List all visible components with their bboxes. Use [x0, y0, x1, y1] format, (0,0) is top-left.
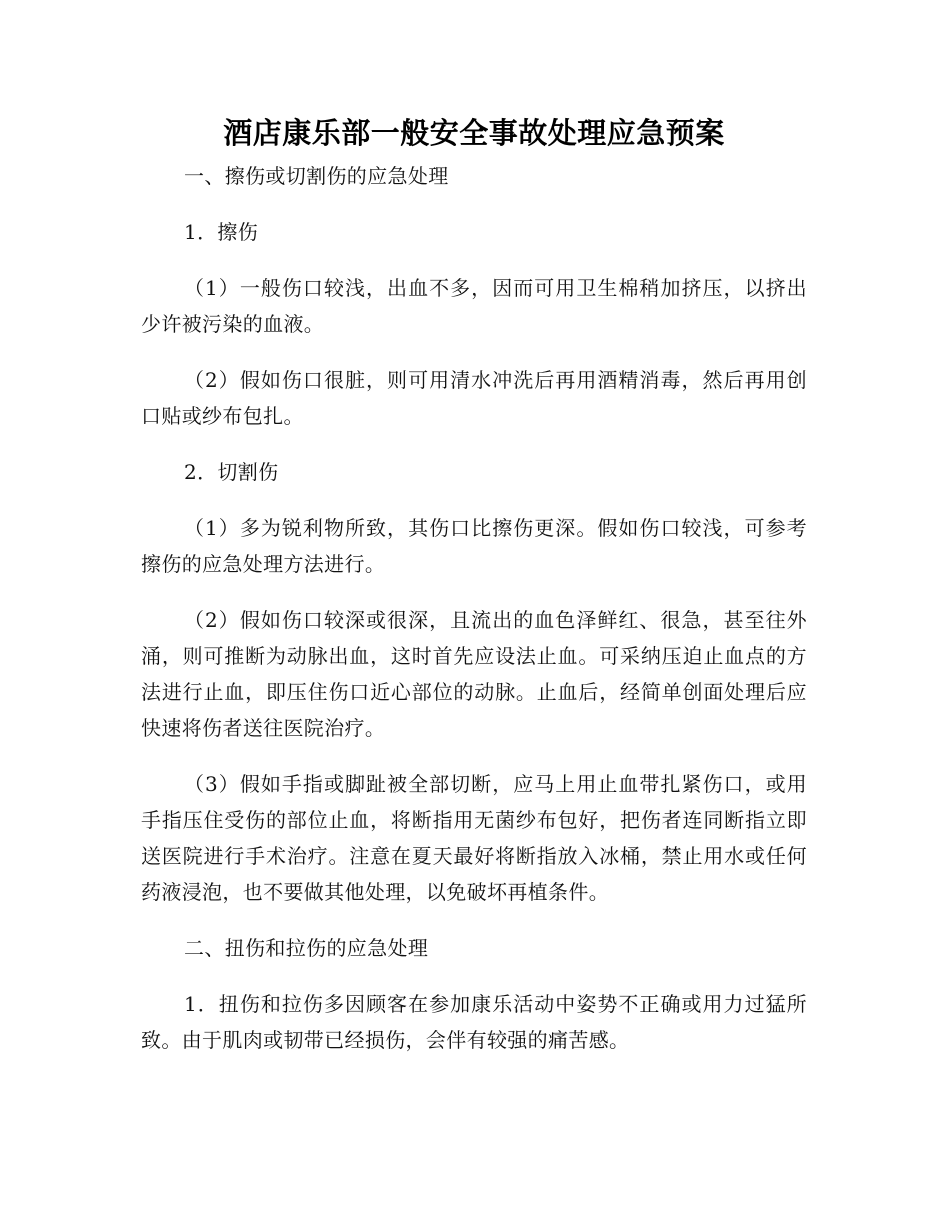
paragraph-cut-1: （1）多为锐利物所致，其伤口比擦伤更深。假如伤口较浅，可参考擦伤的应急处理方法进行。 — [141, 516, 807, 576]
section-heading-abrasion-cut: 一、擦伤或切割伤的应急处理 — [184, 164, 449, 188]
document-page — [141, 108, 807, 1058]
paragraph-cut-3: （3）假如手指或脚趾被全部切断，应马上用止血带扎紧伤口，或用手指压住受伤的部位止血，将断指用无菌纱布包好，把伤者连同断指立即送医院进行手术治疗。注意在夏天最好将断指放入冰桶，禁止用水或任何药液浸泡，也不要做其他处理，以免破坏再植条件。 — [141, 772, 807, 904]
paragraph-cut-2: （2）假如伤口较深或很深，且流出的血色泽鲜红、很急，甚至往外涌，则可推断为动脉出血，这时首先应设法止血。可采纳压迫止血点的方法进行止血，即压住伤口近心部位的动脉。止血后，经简单创面处理后应快速将伤者送往医院治疗。 — [141, 608, 807, 740]
paragraph-abrasion-2: （2）假如伤口很脏，则可用清水冲洗后再用酒精消毒，然后再用创口贴或纱布包扎。 — [141, 368, 807, 428]
subheading-cut: 2．切割伤 — [184, 460, 279, 484]
section-heading-sprain-strain: 二、扭伤和拉伤的应急处理 — [184, 936, 429, 960]
paragraph-sprain-1: 1．扭伤和拉伤多因顾客在参加康乐活动中姿势不正确或用力过猛所致。由于肌肉或韧带已经损伤，会伴有较强的痛苦感。 — [141, 992, 807, 1052]
subheading-abrasion: 1．擦伤 — [184, 220, 259, 244]
paragraph-abrasion-1: （1）一般伤口较浅，出血不多，因而可用卫生棉稍加挤压，以挤出少许被污染的血液。 — [141, 276, 807, 336]
document-title: 酒店康乐部一般安全事故处理应急预案 — [223, 116, 725, 150]
